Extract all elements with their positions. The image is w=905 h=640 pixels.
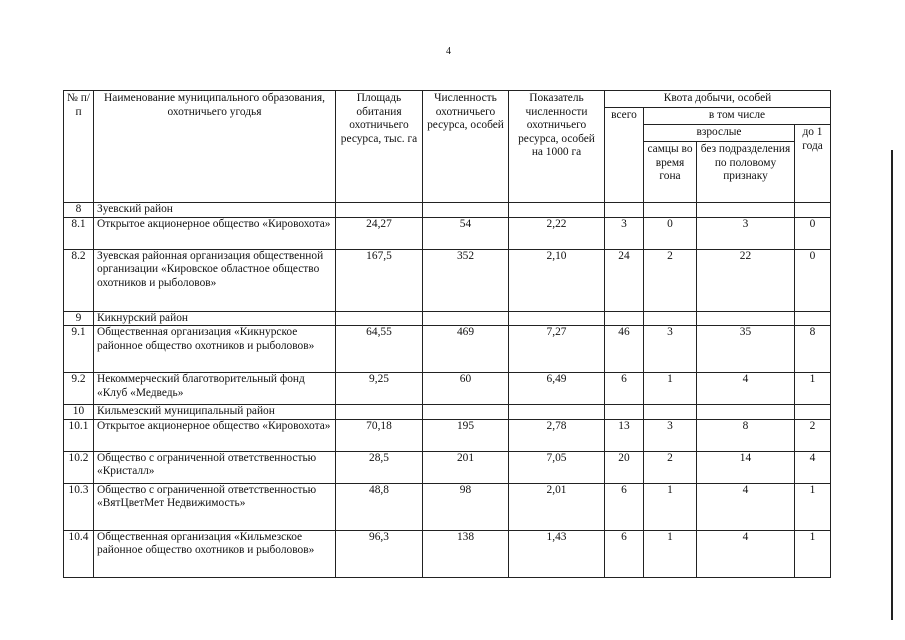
- row-area: 24,27: [336, 217, 423, 249]
- table-row: [64, 483, 831, 530]
- row-density: 6,49: [509, 373, 605, 405]
- row-name: Открытое акционерное общество «Кировохота»: [94, 217, 336, 249]
- row-males: 3: [644, 419, 697, 451]
- header-count: Численность охотничьего ресурса, особей: [423, 91, 509, 203]
- row-males: 1: [644, 373, 697, 405]
- header-density: Показатель численности охотничьего ресурса, особей на 1000 га: [509, 91, 605, 203]
- row-count: 352: [423, 249, 509, 311]
- row-under1: 8: [795, 326, 831, 373]
- row-density: 2,10: [509, 249, 605, 311]
- row-count: 469: [423, 326, 509, 373]
- row-name: Зуевский район: [94, 203, 336, 218]
- header-area: Площадь обитания охотничьего ресурса, тыс. га: [336, 91, 423, 203]
- row-total: 13: [605, 419, 644, 451]
- row-nosex: 22: [697, 249, 795, 311]
- row-total: 6: [605, 530, 644, 577]
- row-total: 20: [605, 451, 644, 483]
- row-count: 201: [423, 451, 509, 483]
- table-row: [64, 373, 831, 405]
- page-number: 4: [446, 46, 451, 57]
- header-adults: взрослые: [644, 125, 795, 142]
- table-row: [64, 530, 831, 577]
- row-males: 2: [644, 249, 697, 311]
- row-under1: 2: [795, 419, 831, 451]
- row-num: 8.2: [64, 249, 94, 311]
- row-area: 167,5: [336, 249, 423, 311]
- row-num: 8.1: [64, 217, 94, 249]
- table-row: [64, 217, 831, 249]
- row-total: 3: [605, 217, 644, 249]
- row-count: 60: [423, 373, 509, 405]
- row-density: 2,78: [509, 419, 605, 451]
- row-area: 70,18: [336, 419, 423, 451]
- row-area: 48,8: [336, 483, 423, 530]
- header-quota: Квота добычи, особей: [605, 91, 831, 108]
- header-males: самцы во время гона: [644, 142, 697, 203]
- row-name: Кикнурский район: [94, 311, 336, 326]
- table-row: [64, 451, 831, 483]
- row-num: 10.2: [64, 451, 94, 483]
- header-total: всего: [605, 108, 644, 203]
- district-row: [64, 405, 831, 420]
- row-density: 1,43: [509, 530, 605, 577]
- row-name: Открытое акционерное общество «Кировохота»: [94, 419, 336, 451]
- row-total: 24: [605, 249, 644, 311]
- row-males: 0: [644, 217, 697, 249]
- row-num: 9.2: [64, 373, 94, 405]
- row-nosex: 35: [697, 326, 795, 373]
- row-under1: 4: [795, 451, 831, 483]
- row-density: 2,22: [509, 217, 605, 249]
- row-under1: 0: [795, 217, 831, 249]
- row-total: 6: [605, 373, 644, 405]
- row-num: 10.1: [64, 419, 94, 451]
- header-under1: до 1 года: [795, 125, 831, 203]
- table-row: [64, 326, 831, 373]
- table-row: [64, 249, 831, 311]
- row-num: 10: [64, 405, 94, 420]
- row-name: Кильмезский муниципальный район: [94, 405, 336, 420]
- row-males: 2: [644, 451, 697, 483]
- quota-table: [63, 90, 831, 578]
- row-density: 2,01: [509, 483, 605, 530]
- row-num: 10.4: [64, 530, 94, 577]
- header-num: № п/п: [64, 91, 94, 203]
- margin-line: [891, 150, 893, 620]
- row-area: 28,5: [336, 451, 423, 483]
- row-name: Общество с ограниченной ответственностью «ВятЦветМет Недвижимость»: [94, 483, 336, 530]
- row-nosex: 3: [697, 217, 795, 249]
- row-area: 64,55: [336, 326, 423, 373]
- row-total: 46: [605, 326, 644, 373]
- row-num: 9.1: [64, 326, 94, 373]
- row-males: 1: [644, 483, 697, 530]
- district-row: [64, 311, 831, 326]
- header-nosex: без подразделения по половому признаку: [697, 142, 795, 203]
- row-nosex: 14: [697, 451, 795, 483]
- row-area: 9,25: [336, 373, 423, 405]
- row-count: 98: [423, 483, 509, 530]
- row-total: 6: [605, 483, 644, 530]
- row-num: 8: [64, 203, 94, 218]
- row-num: 10.3: [64, 483, 94, 530]
- row-nosex: 4: [697, 530, 795, 577]
- row-males: 1: [644, 530, 697, 577]
- row-males: 3: [644, 326, 697, 373]
- table-row: [64, 419, 831, 451]
- district-row: [64, 203, 831, 218]
- row-count: 138: [423, 530, 509, 577]
- row-name: Зуевская районная организация общественной организации «Кировское областное общество охотников и рыболовов»: [94, 249, 336, 311]
- row-num: 9: [64, 311, 94, 326]
- header-name: Наименование муниципального образования, охотничьего угодья: [94, 91, 336, 203]
- row-name: Общественная организация «Кикнурское районное общество охотников и рыболовов»: [94, 326, 336, 373]
- row-under1: 0: [795, 249, 831, 311]
- row-count: 195: [423, 419, 509, 451]
- row-nosex: 4: [697, 373, 795, 405]
- row-nosex: 4: [697, 483, 795, 530]
- row-density: 7,27: [509, 326, 605, 373]
- row-under1: 1: [795, 373, 831, 405]
- row-name: Общественная организация «Кильмезское районное общество охотников и рыболовов»: [94, 530, 336, 577]
- row-name: Общество с ограниченной ответственностью «Кристалл»: [94, 451, 336, 483]
- row-nosex: 8: [697, 419, 795, 451]
- row-density: 7,05: [509, 451, 605, 483]
- header-including: в том числе: [644, 108, 831, 125]
- row-name: Некоммерческий благотворительный фонд «Клуб «Медведь»: [94, 373, 336, 405]
- row-count: 54: [423, 217, 509, 249]
- row-under1: 1: [795, 530, 831, 577]
- row-area: 96,3: [336, 530, 423, 577]
- row-under1: 1: [795, 483, 831, 530]
